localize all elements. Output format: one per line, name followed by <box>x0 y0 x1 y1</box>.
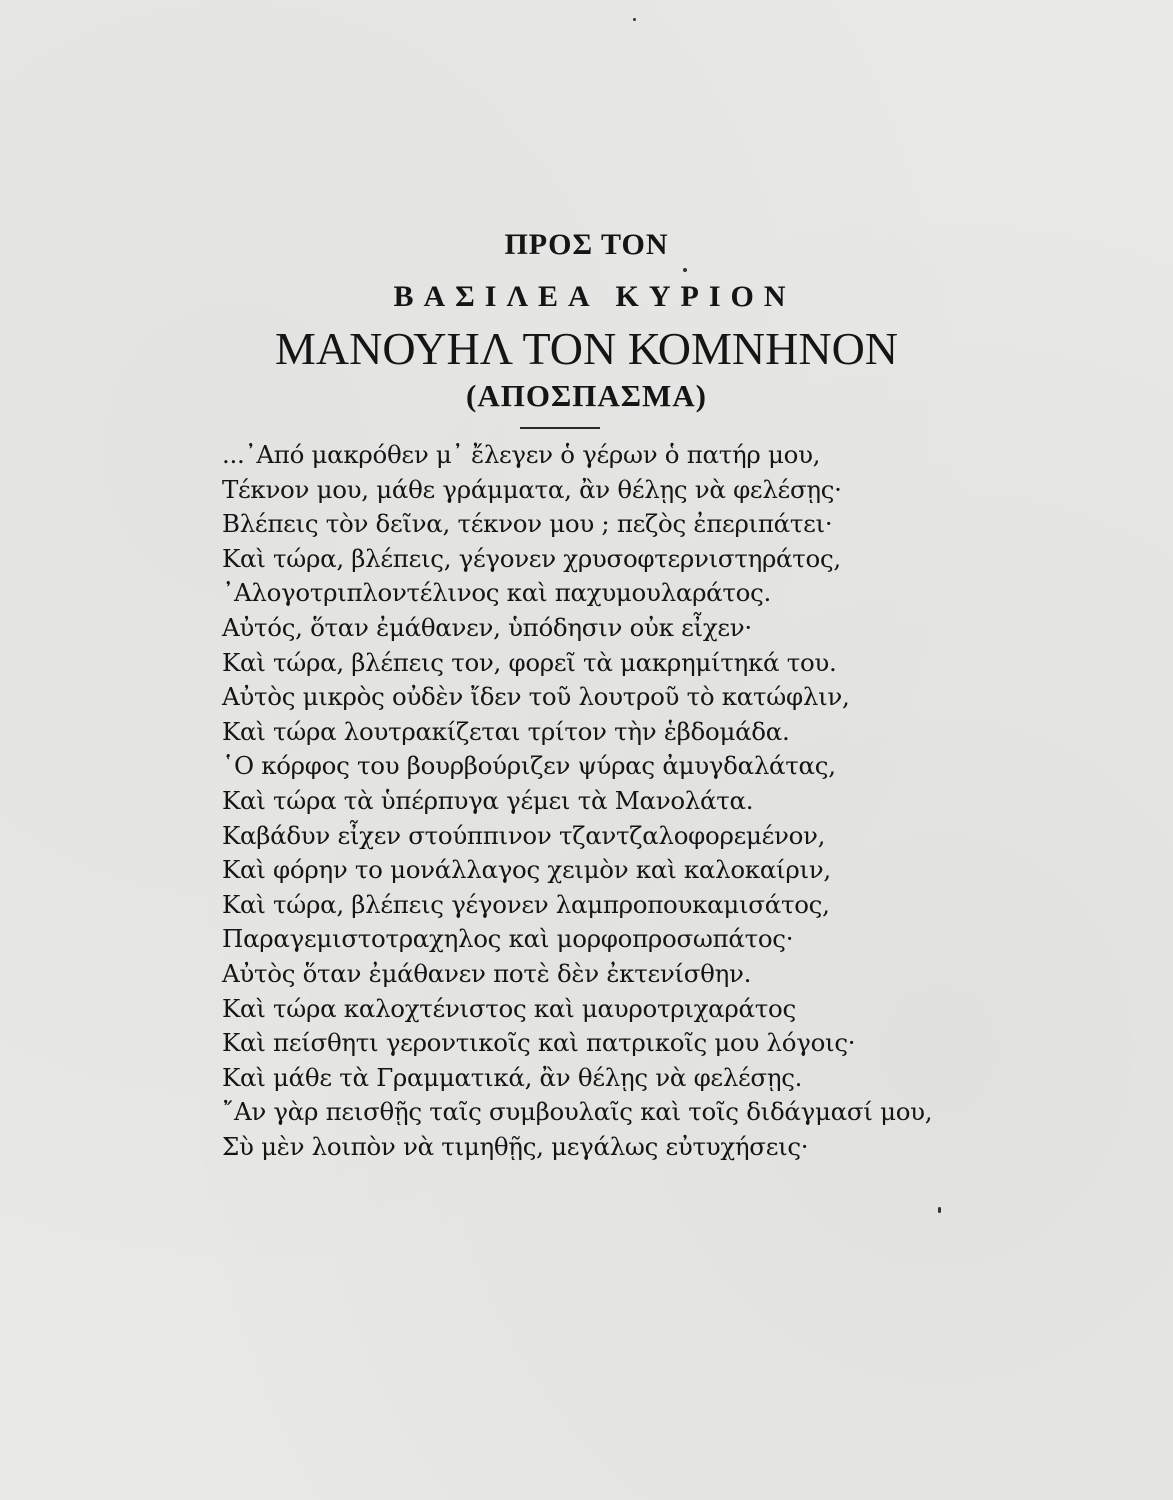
print-speck <box>938 1207 941 1213</box>
poem-verses <box>222 438 962 1164</box>
verse-line: Σὺ μὲν λοιπὸν νὰ τιμηθῇς, μεγάλως εὐτυχήσεις· <box>222 1131 809 1161</box>
verse-line: Παραγεμιστοτραχηλος καὶ μορφοπροσωπάτος· <box>222 924 794 954</box>
verse-line: Τέκνον μου, μάθε γράμματα, ἂν θέλῃς νὰ φελέσῃς· <box>222 474 842 504</box>
verse-line: Αὐτὸς μικρὸς οὐδὲν ἴδεν τοῦ λουτροῦ τὸ κατώφλιν, <box>222 682 850 712</box>
verse-line: ...᾿Από μακρόθεν μ᾿ ἔλεγεν ὁ γέρων ὁ πατήρ μου, <box>222 440 821 469</box>
verse-line: Καὶ τώρα, βλέπεις γέγονεν λαμπροπουκαμισάτος, <box>222 889 830 919</box>
verse-line: Αὐτὸς ὅταν ἐμάθανεν ποτὲ δὲν ἐκτενίσθην. <box>222 958 752 988</box>
verse-line: ᾿Αλογοτριπλοντέλινος καὶ παχυμουλαράτος. <box>222 578 772 608</box>
verse-line: Καὶ τώρα, βλέπεις, γέγονεν χρυσοφτερνιστηράτος, <box>222 543 841 573</box>
verse-line: Καὶ πείσθητι γεροντικοῖς καὶ πατρικοῖς μου λόγοις· <box>222 1028 856 1058</box>
verse-line: ῎Αν γὰρ πεισθῇς ταῖς συμβουλαῖς καὶ τοῖς διδάγμασί μου, <box>222 1097 933 1127</box>
print-speck <box>683 268 687 272</box>
verse-line: Καὶ τώρα καλοχτένιστος καὶ μαυροτριχαράτος <box>222 993 796 1023</box>
verse-line: ῾Ο κόρφος του βουρβούριζεν ψύρας ἀμυγδαλάτας, <box>222 751 836 781</box>
heading-line-1: ΠΡΟΣ ΤΟΝ <box>504 228 669 261</box>
verse-line: Καὶ τώρα, βλέπεις τον, φορεῖ τὰ μακρημίτηκά του. <box>222 647 837 677</box>
verse-line: Καὶ τώρα λουτρακίζεται τρίτον τὴν ἑβδομάδα. <box>222 716 790 746</box>
verse-line: Βλέπεις τὸν δεῖνα, τέκνον μου ; πεζὸς ἐπεριπάτει· <box>222 509 833 539</box>
verse-line: Καβάδυν εἶχεν στούππινον τζαντζαλοφορεμένον, <box>222 820 826 850</box>
verse-line: Αὐτός, ὅταν ἐμάθανεν, ὑπόδησιν οὐκ εἶχεν· <box>222 612 752 642</box>
verse-line: Καὶ φόρην το μονάλλαγος χειμὸν καὶ καλοκαίριν, <box>222 855 831 885</box>
verse-line: Καὶ μάθε τὰ Γραμματικά, ἂν θέλῃς νὰ φελέσῃς. <box>222 1062 803 1092</box>
heading-title: ΜΑΝΟΥΗΛ ΤΟΝ ΚΟΜΝΗΝΟΝ <box>274 323 899 374</box>
heading-subtitle: (ΑΠΟΣΠΑΣΜΑ) <box>466 378 707 413</box>
heading-line-2: ΒΑΣΙΛΕΑ ΚΥΡΙΟΝ <box>393 280 796 313</box>
heading-divider <box>520 427 600 429</box>
print-speck <box>633 18 636 21</box>
verse-line: Καὶ τώρα τὰ ὑπέρπυγα γέμει τὰ Μανολάτα. <box>222 785 754 815</box>
